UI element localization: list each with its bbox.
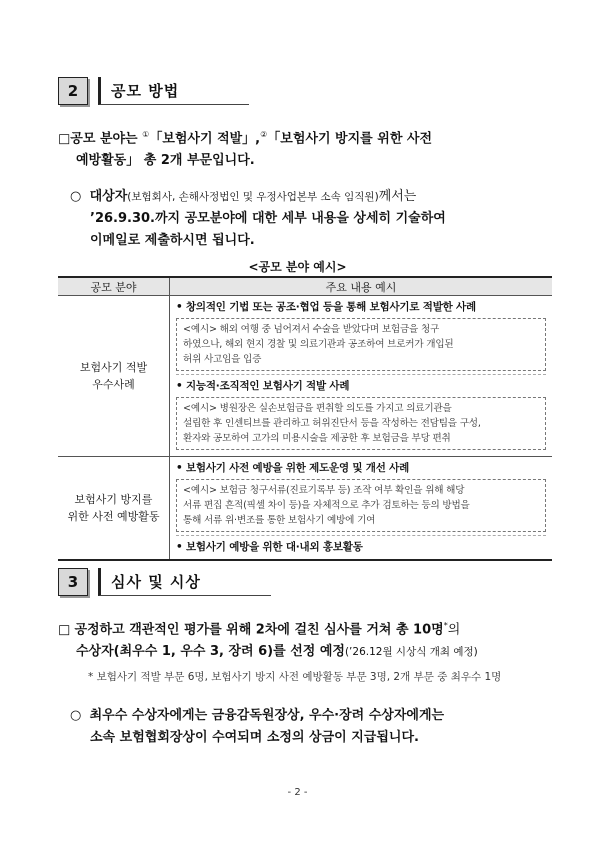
content-cell <box>170 296 552 456</box>
content-cell <box>170 457 552 559</box>
footnote: * 보험사기 적발 부문 6명, 보험사기 방지 사전 예방활동 부문 3명, 2개 부문 중 최우수 1명 <box>88 671 502 683</box>
square-bullet: □ <box>58 131 71 147</box>
review-paragraph: □ 공정하고 객관적인 평가를 위해 2차에 걸친 심사를 거쳐 총 10명*의 수상자(최우수 1, 우수 3, 장려 6)를 선정 예정(’26.12월 시상식 개최 예정) <box>58 621 478 660</box>
example-box: <예시> 보험금 청구서류(진료기록부 등) 조작 여부 확인을 위해 해당 서류 편집 흔적(픽셀 차이 등)을 자체적으로 추가 검토하는 등의 방법을 통해 서류 위·변조를 통한 보험사기 예방에 기여 <box>176 479 546 532</box>
section-3-header <box>58 568 271 596</box>
section-2-header <box>58 77 249 105</box>
contest-fields-table <box>58 276 552 561</box>
column-header-field: 공모 분야 <box>58 278 170 295</box>
dashed-divider <box>176 374 546 375</box>
submission-paragraph: ○ 대상자(보험회사, 손해사정법인 및 우정사업본부 소속 임직원)께서는 ’26.9.30.까지 공모분야에 대한 세부 내용을 상세히 기술하여 이메일로 제출하시면 됩니다. <box>70 189 446 248</box>
table-row <box>58 296 552 457</box>
award-paragraph: ○ 최우수 수상자에게는 금융감독원장상, 우수·장려 수상자에게는 소속 보험협회장상이 수여되며 소정의 상금이 지급됩니다. <box>70 708 445 745</box>
example-box: <예시> 해외 여행 중 넘어져서 수술을 받았다며 보험금을 청구 하였으나, 해외 현지 경찰 및 의료기관과 공조하여 브로커가 개입된 허위 사고임을 입증 <box>176 318 546 371</box>
content-bullet: • 보험사기 예방을 위한 대·내외 홍보활동 <box>176 541 363 553</box>
field-cell: 보험사기 방지를 위한 사전 예방활동 <box>58 457 170 559</box>
example-box: <예시> 병원장은 실손보험금을 편취할 의도를 가지고 의료기관을 설립한 후 인센티브를 관리하고 허위진단서 등을 작성하는 전담팀을 구성, 환자와 공모하여 고가의 미용시술을 제공한 후 보험금을 부당 편취 <box>176 397 546 450</box>
table-header <box>58 278 552 296</box>
content-bullet: • 창의적인 기법 또는 공조·협업 등을 통해 보험사기로 적발한 사례 <box>176 301 476 313</box>
square-bullet: □ <box>58 622 71 638</box>
field-cell: 보험사기 적발 우수사례 <box>58 296 170 456</box>
contest-fields-paragraph: □공모 분야는 ①「보험사기 적발」,②「보험사기 방지를 위한 사전 예방활동」 총 2개 부문입니다. <box>58 130 433 169</box>
table-caption: <공모 분야 예시> <box>248 260 347 274</box>
column-header-content: 주요 내용 예시 <box>325 280 397 294</box>
content-bullet: • 보험사기 사전 예방을 위한 제도운영 및 개선 사례 <box>176 462 410 474</box>
section-number: 2 <box>58 77 88 105</box>
circle-bullet: ○ <box>70 708 82 723</box>
page-number: - 2 - <box>287 787 308 798</box>
dashed-divider <box>176 535 546 536</box>
section-number: 3 <box>58 568 88 596</box>
content-bullet: • 지능적·조직적인 보험사기 적발 사례 <box>176 380 350 392</box>
section-title: 심사 및 시상 <box>98 568 271 596</box>
table-row <box>58 457 552 559</box>
section-title: 공모 방법 <box>98 77 249 105</box>
circle-bullet: ○ <box>70 189 82 204</box>
